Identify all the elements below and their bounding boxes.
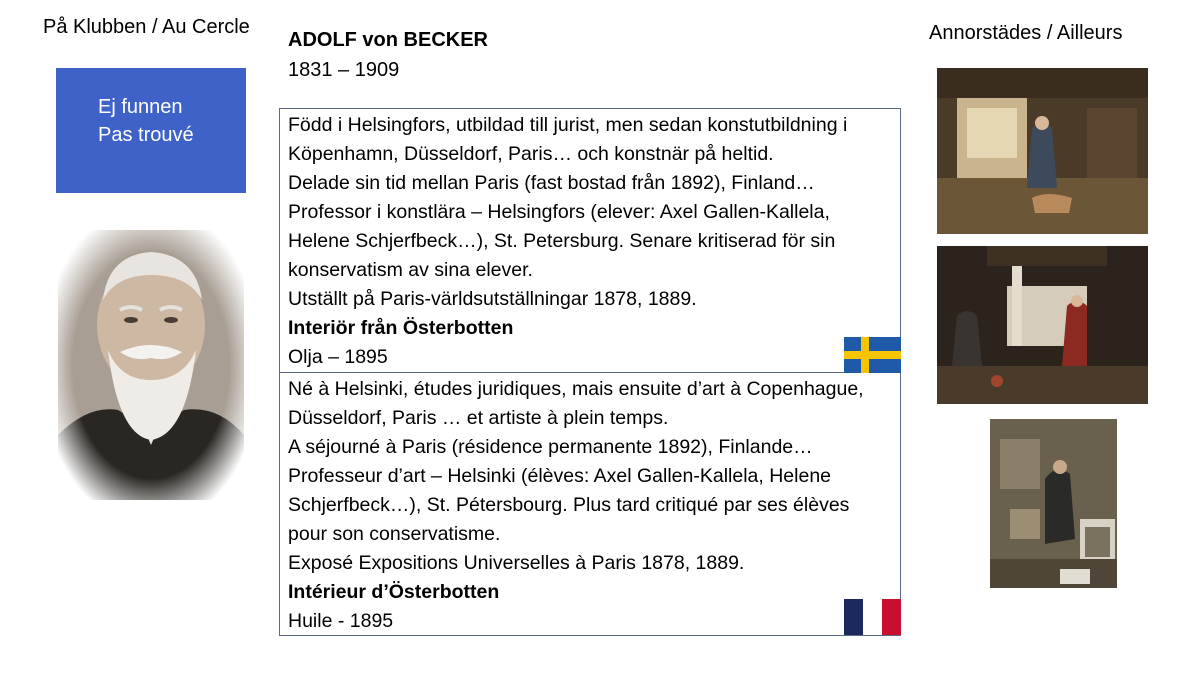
swedish-flag-icon <box>844 337 901 373</box>
swedish-line: Född i Helsingfors, utbildad till jurist, men sedan konstutbildning i <box>288 114 848 136</box>
swedish-line: Delade sin tid mellan Paris (fast bostad från 1892), Finland… <box>288 172 815 194</box>
not-found-line-french: Pas trouvé <box>98 124 194 146</box>
swedish-line: Köpenhamn, Düsseldorf, Paris… och konstnär på heltid. <box>288 143 774 165</box>
artist-portrait <box>58 230 244 500</box>
french-flag-icon <box>844 599 901 635</box>
swedish-work-title: Interiör från Österbotten <box>288 317 514 339</box>
french-work-medium: Huile - 1895 <box>288 610 394 632</box>
right-heading: Annorstädes / Ailleurs <box>929 22 1123 44</box>
artist-title-block <box>288 25 488 85</box>
portrait-illustration <box>58 230 244 500</box>
swedish-line: Helene Schjerfbeck…), St. Petersburg. Senare kritiserad för sin <box>288 230 836 252</box>
french-description-box <box>279 372 901 636</box>
swedish-line: konservatism av sina elever. <box>288 259 533 281</box>
painting-studio-man <box>990 419 1117 588</box>
french-line: Professeur d’art – Helsinki (élèves: Axel Gallen-Kallela, Helene <box>288 465 832 487</box>
french-line: A séjourné à Paris (résidence permanente 1892), Finlande… <box>288 436 813 458</box>
french-line: Né à Helsinki, études juridiques, mais ensuite d’art à Copenhague, <box>288 378 864 400</box>
swedish-description-box <box>279 108 901 373</box>
left-heading: På Klubben / Au Cercle <box>43 16 250 38</box>
not-found-line-swedish: Ej funnen <box>98 96 183 118</box>
artist-years: 1831 – 1909 <box>288 59 400 81</box>
not-found-box <box>56 68 246 193</box>
swedish-line: Utställt på Paris-världsutställningar 1878, 1889. <box>288 288 697 310</box>
french-work-title: Intérieur d’Österbotten <box>288 581 500 603</box>
painting-interior-bedside <box>937 246 1148 404</box>
swedish-line: Professor i konstlära – Helsingfors (elever: Axel Gallen-Kallela, <box>288 201 830 223</box>
french-line: Schjerfbeck…), St. Pétersbourg. Plus tard critiqué par ses élèves <box>288 494 850 516</box>
swedish-work-medium: Olja – 1895 <box>288 346 388 368</box>
french-line: Exposé Expositions Universelles à Paris 1878, 1889. <box>288 552 745 574</box>
french-line: pour son conservatisme. <box>288 523 501 545</box>
painting-interior-cradle <box>937 68 1148 234</box>
artist-name: ADOLF von BECKER <box>288 29 488 51</box>
french-line: Düsseldorf, Paris … et artiste à plein temps. <box>288 407 669 429</box>
